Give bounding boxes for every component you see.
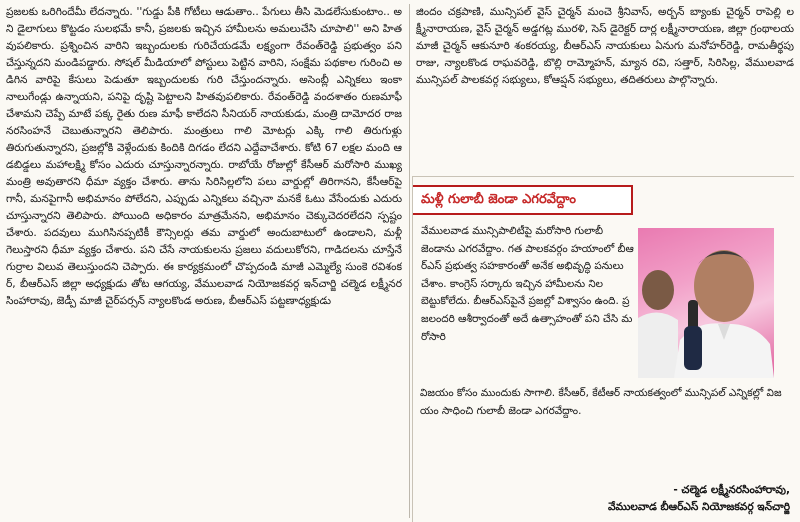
column-divider: [409, 4, 410, 518]
box-body-lower: [420, 385, 790, 420]
left-article-column: [6, 4, 402, 518]
box-text-upper: వేములవాడ మున్సిపాలిటీపై మరోసారి గులాబీ జెండాను ఎగరవేద్దాం. గత పాలకవర్గం హయాంలో బీఆర్ఎస్ ప్రభుత్వ సహకారంతో అనేక అభివృద్ధి పనులు చేశాం. కాంగ్రెస్ సర్కారు ఇచ్చిన హామీలను నిలబెట్టుకోలేదు. బీఆర్ఎస్‌పైనే ప్రజల్లో విశ్వాసం ఉంది. ప్రజలందరి ఆశీర్వాదంతో అదే ఉత్సాహంతో పని చేసి మరోసారి: [421, 225, 634, 343]
box-headline: మళ్లీ గులాబీ జెండా ఎగరవేద్దాం: [413, 185, 633, 215]
article-text-left: ప్రజలకు ఒరిగిందేమీ లేదన్నారు. ''గుడ్డు పీకి గోటీలు ఆడుతాం.. పేగులు తీసి మెడలేసుకుంటాం.. అని డైలాగులు కొట్టడం సులభమే కానీ, ప్రజలకు ఇచ్చిన హామీలను అమలుచేసి చూపాలి'' అని హితవుపలికారు. ప్రశ్నించిన వారిని ఇబ్బందులకు గురిచేయడమే లక్ష్యంగా రేవంత్‌రెడ్డి ప్రభుత్వం పని చేస్తున్నదని మండిపడ్డారు. సోషల్ మీడియాలో పోస్టులు పెట్టిన వారిని, సంక్షేమ పథకాల గురించి అడిగిన వారిపై కేసులు పెడుతూ ఇబ్బందులకు గురి చేస్తుందన్నారు. అసెంబ్లీ ఎన్నికలు ఇంకా నాలుగేండ్లు ఉన్నాయని, పనిపై దృష్టి పెట్టాలని హితవుపలికారు. రేవంత్‌రెడ్డి వందశాతం రుణమాఫీ చేశామని చెప్పే మాటే పక్క రైతు రుణ మాఫీ కాలేదని సీనియర్ నాయకుడు, మంత్రి దామోదర రాజనరసింహనే చెబుతున్నారని తెలిపారు. మంత్రులు గాలి మోటర్లు ఎక్కి గాలి తిరుగుళ్లు తిరుగుతున్నారని, ప్రజల్లోకి వెళ్లేందుకు కిందికి దిగడం లేదని ఎద్దేవాచేశారు. కోటి 67 లక్షల మంది ఆడబిడ్డలు మహాలక్ష్మి కోసం ఎదురు చూస్తున్నారన్నారు. రాబోయే రోజుల్లో కేసీఆర్ మరోసారి ముఖ్యమంత్రి అవుతారని ధీమా వ్యక్తం చేశారు. తాను సిరిసిల్లలోని పలు వార్డుల్లో తిరిగానని, కేసీఆర్‌పై గానీ, మనపైగానీ అభిమానం పోలేదని, ఎప్పుడు ఎన్నికలు వచ్చినా మనకే ఓటు వేసేందుకు ఎదురు చూస్తున్నారని తెలిపారు. పోయింది అధికారం మాత్రమేనని, అభిమానం చెక్కుచెదరలేదని స్పష్టం చేశారు. పదవులు ముగిసినప్పటికీ కౌన్సిలర్లు తమ వార్డులో అందుబాటులో ఉండాలని, మళ్లీ గెలుస్తారని ధీమా వ్యక్తం చేశారు. పని చేసే నాయకులను ప్రజలు వదులుకోరని, గాడిదలను చూస్తేనే గుర్రాల విలువ తెలుస్తుందని చెప్పారు. ఈ కార్యక్రమంలో చొప్పదండి మాజీ ఎమ్మెల్యే సుంకె రవిశంకర్, బీఆర్ఎస్ జిల్లా అధ్యక్షుడు తోట ఆగయ్య, వేములవాడ నియోజకవర్గ ఇన్‌చార్జి చల్మెడ లక్ష్మీనరసింహారావు, జెడ్పీ మాజీ చైర్‌పర్సన్ న్యాలకొండ అరుణ, బీఆర్ఎస్ పట్టణాధ్యక్షుడు: [6, 6, 402, 307]
box-body-upper: [421, 223, 637, 463]
byline-role: వేములవాడ బీఆర్ఎస్ నియోజకవర్గ ఇన్‌చార్జి: [607, 501, 790, 513]
speaker-photo: [638, 228, 774, 378]
byline: [608, 482, 790, 516]
box-text-lower: విజయం కోసం ముందుకు సాగాలి. కేసీఆర్, కేటీఆర్ నాయకత్వంలో మున్సిపల్ ఎన్నికల్లో విజయం సాధించి గులాబీ జెండా ఎగరవేద్దాం.: [420, 387, 782, 417]
right-article-column: [416, 4, 794, 164]
byline-name: - చల్మెడ లక్ష్మీనరసింహారావు,: [673, 484, 790, 496]
article-text-right: జిందం చక్రపాణి, మున్సిపల్ వైస్ చైర్మన్ మంచె శ్రీనివాస్, అర్బన్ బ్యాంకు చైర్మన్ రాపెల్లి లక్ష్మీనారాయణ, వైస్ చైర్మన్ అడ్డగట్ల మురళి, సెస్ డైరెక్టర్ దార్ల లక్ష్మీనారాయణ, జిల్లా గ్రంథాలయ మాజీ చైర్మన్ ఆకునూరి శంకరయ్య, బీఆర్ఎస్ నాయకులు ఏనుగు మనోహర్‌రెడ్డి, రామతీర్థపు రాజు, న్యాలకొండ రాఘవరెడ్డి, బొల్లి రామ్మోహన్, మ్యాన రవి, సత్తార్, సిరిసిల్ల, వేములవాడ మున్సిపల్ పాలకవర్గ సభ్యులు, కోఆప్షన్ సభ్యులు, తదితరులు పాల్గొన్నారు.: [416, 6, 794, 86]
